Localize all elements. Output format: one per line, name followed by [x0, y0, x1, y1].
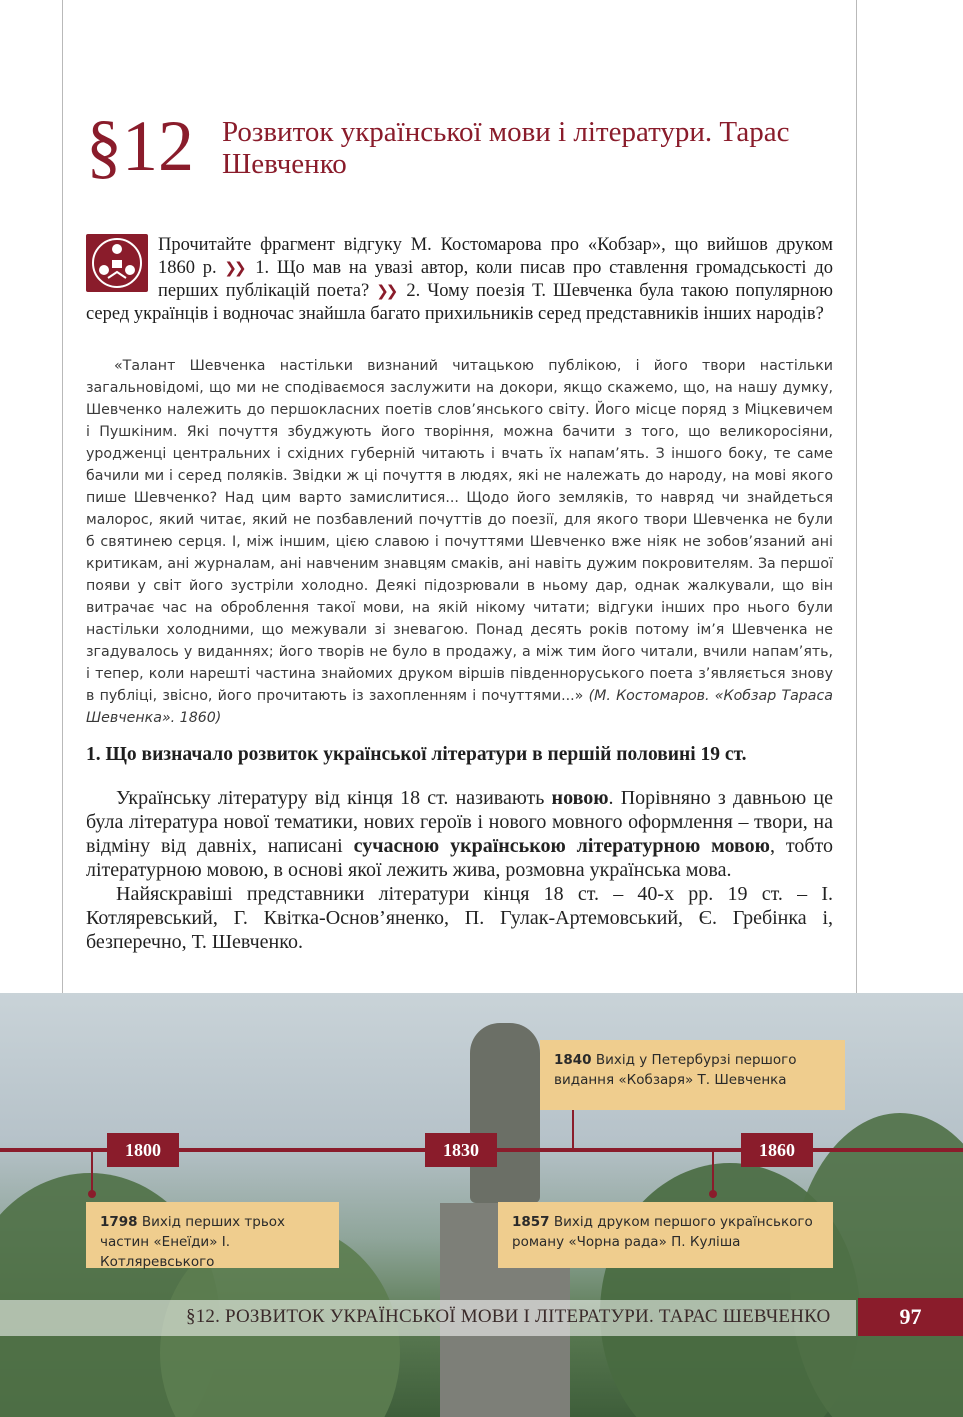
timeline-year: 1860: [741, 1133, 813, 1167]
task-text: [86, 234, 833, 326]
left-margin-rule: [62, 0, 63, 993]
timeline-event: 1840 Вихід у Петербурзі першого видання «Кобзаря» Т. Шевченка: [540, 1040, 845, 1110]
kostomarov-quote: [86, 355, 833, 729]
timeline-event: 1798 Вихід перших трьох частин «Енеїди» І. Котляревського: [86, 1202, 339, 1268]
section-body: [86, 786, 833, 954]
quote-source: (М. Костомаров. «Кобзар Тараса Шевченка». 1860): [86, 688, 833, 726]
page-number: 97: [858, 1298, 963, 1336]
body-paragraph: Найяскравіші представники літератури кінця 18 ст. – 40-х рр. 19 ст. – І. Котляревський, Г. Квітка-Основ’яненко, П. Гулак-Артемовський, Є. Гребінка і, безперечно, Т. Шевченко.: [86, 883, 833, 953]
double-arrow-icon: ❯❯: [376, 282, 396, 300]
quote-text: «Талант Шевченка настільки визнаний читацькою публікою, і його твори настільки загальновідомі, що ми не сподіваємося заслужити на докори, якщо скажемо, що, на нашу думку, Шевченко належить до першокласних поетів слов’янського світу. Його місце поряд з Міцкевичем і Пушкіним. Які почуття збуджують його творіння, можна бачити з того, що великоросіяни, уродженці центральних і східних губерній читають і вчать їх напам’ять. З іншого боку, те саме бачили ми і серед поляків. Звідки ж ці почуття в людях, які не належать до народу, на мові якого пише Шевченко? Над цим варто замислитися... Щодо його земляків, то навряд чи знайдеться малорос, який читає, який не позбавлений почуттів до поезії, для якого твори Шевченка не були б святинею серця. І, між іншим, цією славою і почуттями Шевченко вже ніяк не зобов’язаний ані критикам, ані журналам, ані навченим знавцям смаків, ані навіть дужим покровителям. За першої появи у світ його зустріли холодно. Деякі підозрювали в ньому дар, однак жалкували, що він витрачає час на оброблення такої мови, на якій нікому читати; відгуки інших про нього були настільки холодними, що межували зі зневагою. Понад десять років потому ім’я Шевченка не згадувалось у виданнях; його творів не було в продажу, а між тим його читали, вчили напам’ять, і тепер, коли нарешті частина знайомих друком віршів південноруського поета з’являється знову в публіці, звісно, його прочитають із захопленням і почуттями...»: [86, 358, 833, 704]
timeline-dot: [709, 1190, 717, 1198]
page-title: Розвиток української мови і літератури. Тарас Шевченко: [222, 116, 790, 180]
timeline-stem: [572, 1108, 574, 1150]
task-question-1: 1. Що мав на увазі автор, коли писав про ставлення громадськості до перших публікацій поета?: [158, 258, 833, 301]
body-paragraph: Українську літературу від кінця 18 ст. називають новою. Порівняно з давньою це була література нової тематики, нових героїв і нового мовного оформлення – твори, на відміну від давніх, написані сучасною українською літературною мовою, тобто літературною мовою, в основі якої лежить жива, розмовна українська мова.: [86, 787, 833, 881]
running-title: §12. РОЗВИТОК УКРАЇНСЬКОЇ МОВИ І ЛІТЕРАТУРИ. ТАРАС ШЕВЧЕНКО: [186, 1306, 831, 1327]
timeline-stem: [712, 1150, 714, 1194]
timeline-stem: [91, 1150, 93, 1194]
double-arrow-icon: ❯❯: [224, 259, 244, 277]
timeline-dot: [88, 1190, 96, 1198]
right-margin-rule: [856, 0, 857, 993]
paragraph-number: §12: [86, 106, 194, 186]
task-question-2: 2. Чому поезія Т. Шевченка була такою популярною серед українців і водночас знайшла багато прихильників серед представників інших народів?: [86, 281, 833, 324]
timeline-event: 1857 Вихід друком першого українського роману «Чорна рада» П. Куліша: [498, 1202, 833, 1268]
timeline-year: 1800: [107, 1133, 179, 1167]
section-heading: 1. Що визначало розвиток української літератури в першій половині 19 ст.: [86, 744, 747, 765]
task-intro: Прочитайте фрагмент відгуку М. Костомарова про «Кобзар», що вийшов друком 1860 р.: [158, 235, 833, 278]
timeline-year: 1830: [425, 1133, 497, 1167]
